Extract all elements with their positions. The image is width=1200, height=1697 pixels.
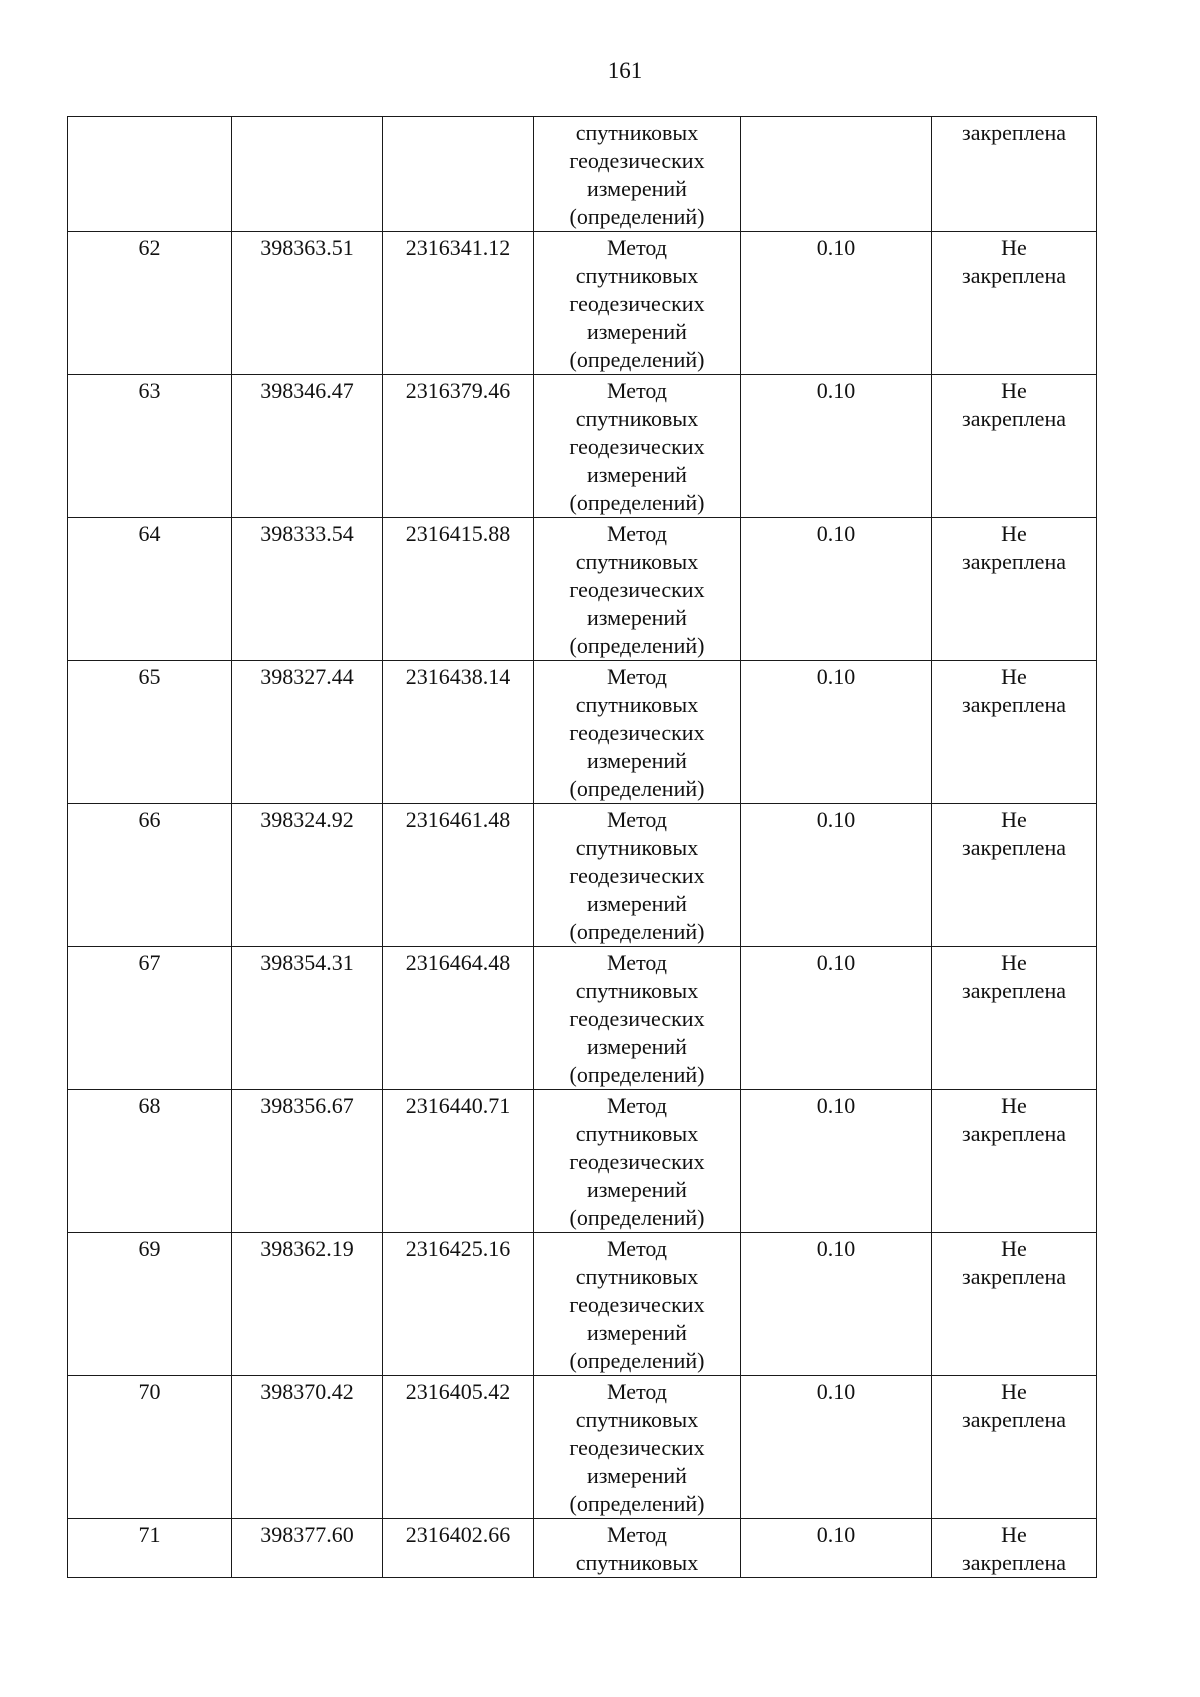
fixation-line: Не [1001,1093,1027,1118]
cell-fixation [932,232,1097,375]
cell-point [68,117,232,232]
method-line: геодезических [569,291,705,316]
method-line: спутниковых [575,263,699,288]
cell-method [534,1090,741,1233]
cell-accuracy: 0.10 [741,375,932,518]
fixation-line: закреплена [962,1407,1066,1432]
table-row [68,1233,1097,1376]
cell-method [534,661,741,804]
method-line: геодезических [569,1149,705,1174]
fixation-line: Не [1001,807,1027,832]
cell-y: 2316341.12 [383,232,534,375]
cell-y [383,117,534,232]
cell-fixation [932,661,1097,804]
method-line: спутниковых [575,549,699,574]
method-line: (определений) [569,919,705,944]
fixation-line: Не [1001,664,1027,689]
cell-accuracy: 0.10 [741,661,932,804]
fixation-line: закреплена [962,263,1066,288]
cell-y: 2316440.71 [383,1090,534,1233]
cell-fixation [932,947,1097,1090]
method-line: геодезических [569,1006,705,1031]
fixation-line: закреплена [962,978,1066,1003]
cell-point: 69 [68,1233,232,1376]
cell-fixation [932,117,1097,232]
fixation-line: закреплена [962,120,1066,145]
method-line: измерений [587,1177,687,1202]
method-line: Метод [607,521,667,546]
cell-x: 398363.51 [232,232,383,375]
cell-fixation [932,1376,1097,1519]
method-line: спутниковых [575,692,699,717]
cell-point: 67 [68,947,232,1090]
method-line: измерений [587,319,687,344]
table-row [68,1519,1097,1578]
cell-x: 398370.42 [232,1376,383,1519]
method-line: спутниковых [575,1550,699,1575]
method-line: спутниковых [575,1407,699,1432]
cell-fixation [932,804,1097,947]
cell-method [534,117,741,232]
cell-fixation [932,518,1097,661]
cell-x: 398354.31 [232,947,383,1090]
cell-y: 2316379.46 [383,375,534,518]
method-line: спутниковых [575,406,699,431]
method-line: измерений [587,891,687,916]
cell-point: 65 [68,661,232,804]
method-line: измерений [587,176,687,201]
method-line: спутниковых [575,978,699,1003]
method-line: измерений [587,1034,687,1059]
cell-accuracy [741,117,932,232]
cell-fixation [932,375,1097,518]
method-line: (определений) [569,347,705,372]
fixation-line: закреплена [962,1121,1066,1146]
cell-method [534,947,741,1090]
method-line: измерений [587,1463,687,1488]
fixation-line: закреплена [962,1264,1066,1289]
table-row [68,518,1097,661]
cell-fixation [932,1519,1097,1578]
cell-fixation [932,1233,1097,1376]
method-line: (определений) [569,204,705,229]
table-body [68,117,1097,1578]
method-line: спутниковых [575,120,699,145]
cell-point: 63 [68,375,232,518]
method-line: геодезических [569,148,705,173]
cell-x: 398377.60 [232,1519,383,1578]
method-line: Метод [607,1522,667,1547]
method-line: спутниковых [575,835,699,860]
method-line: Метод [607,1379,667,1404]
cell-accuracy: 0.10 [741,232,932,375]
table-row [68,947,1097,1090]
cell-y: 2316425.16 [383,1233,534,1376]
cell-fixation [932,1090,1097,1233]
table-row-continued [68,117,1097,232]
method-line: геодезических [569,720,705,745]
fixation-line: Не [1001,950,1027,975]
cell-y: 2316415.88 [383,518,534,661]
cell-accuracy: 0.10 [741,518,932,661]
cell-x: 398324.92 [232,804,383,947]
cell-method [534,375,741,518]
fixation-line: Не [1001,235,1027,260]
cell-point: 70 [68,1376,232,1519]
cell-accuracy: 0.10 [741,1233,932,1376]
cell-point: 66 [68,804,232,947]
table-row [68,1090,1097,1233]
cell-x: 398356.67 [232,1090,383,1233]
method-line: Метод [607,1236,667,1261]
method-line: Метод [607,950,667,975]
cell-method [534,518,741,661]
cell-y: 2316461.48 [383,804,534,947]
cell-accuracy: 0.10 [741,1519,932,1578]
table-row [68,661,1097,804]
method-line: (определений) [569,1491,705,1516]
cell-x [232,117,383,232]
fixation-line: закреплена [962,692,1066,717]
cell-method [534,232,741,375]
cell-accuracy: 0.10 [741,1376,932,1519]
table-row [68,232,1097,375]
method-line: измерений [587,1320,687,1345]
method-line: Метод [607,378,667,403]
cell-x: 398346.47 [232,375,383,518]
cell-method [534,804,741,947]
method-line: (определений) [569,633,705,658]
cell-y: 2316405.42 [383,1376,534,1519]
cell-method [534,1376,741,1519]
method-line: (определений) [569,1348,705,1373]
cell-y: 2316402.66 [383,1519,534,1578]
cell-point: 68 [68,1090,232,1233]
page-number: 161 [607,58,643,83]
method-line: (определений) [569,1062,705,1087]
method-line: (определений) [569,490,705,515]
cell-accuracy: 0.10 [741,947,932,1090]
method-line: геодезических [569,863,705,888]
cell-y: 2316438.14 [383,661,534,804]
method-line: геодезических [569,1292,705,1317]
method-line: Метод [607,664,667,689]
method-line: Метод [607,235,667,260]
method-line: (определений) [569,1205,705,1230]
method-line: (определений) [569,776,705,801]
method-line: Метод [607,1093,667,1118]
cell-point: 64 [68,518,232,661]
method-line: измерений [587,748,687,773]
method-line: спутниковых [575,1264,699,1289]
fixation-line: закреплена [962,835,1066,860]
method-line: спутниковых [575,1121,699,1146]
scan-edge-marks [1084,1687,1194,1697]
fixation-line: Не [1001,378,1027,403]
cell-method [534,1519,741,1578]
cell-x: 398362.19 [232,1233,383,1376]
fixation-line: Не [1001,1522,1027,1547]
fixation-line: Не [1001,521,1027,546]
fixation-line: закреплена [962,549,1066,574]
method-line: геодезических [569,577,705,602]
cell-x: 398327.44 [232,661,383,804]
cell-y: 2316464.48 [383,947,534,1090]
coordinates-table [67,116,1097,1578]
table-row [68,804,1097,947]
fixation-line: закреплена [962,1550,1066,1575]
cell-accuracy: 0.10 [741,1090,932,1233]
cell-method [534,1233,741,1376]
method-line: геодезических [569,434,705,459]
cell-accuracy: 0.10 [741,804,932,947]
method-line: измерений [587,462,687,487]
cell-x: 398333.54 [232,518,383,661]
table-row [68,375,1097,518]
method-line: измерений [587,605,687,630]
fixation-line: Не [1001,1236,1027,1261]
method-line: геодезических [569,1435,705,1460]
cell-point: 71 [68,1519,232,1578]
table-row [68,1376,1097,1519]
cell-point: 62 [68,232,232,375]
fixation-line: Не [1001,1379,1027,1404]
fixation-line: закреплена [962,406,1066,431]
method-line: Метод [607,807,667,832]
